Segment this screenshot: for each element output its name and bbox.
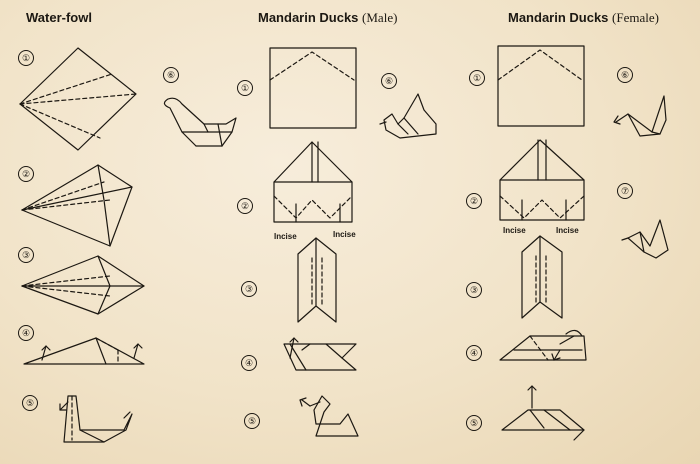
- female-step-2-label: ②: [466, 193, 482, 209]
- waterfowl-step-2-diagram: [22, 165, 132, 246]
- female-incise-label-right: Incise: [556, 226, 579, 235]
- female-step-6-diagram: [614, 96, 666, 136]
- female-step-7-label: ⑦: [617, 183, 633, 199]
- male-step-3-label: ③: [241, 281, 257, 297]
- male-step-1-label: ①: [237, 80, 253, 96]
- waterfowl-step-1-label: ①: [18, 50, 34, 66]
- female-step-4-diagram: [500, 330, 586, 360]
- female-step-2-diagram: [500, 140, 584, 220]
- waterfowl-step-6-label: ⑥: [163, 67, 179, 83]
- waterfowl-step-4-diagram: [24, 338, 144, 364]
- waterfowl-step-2-label: ②: [18, 166, 34, 182]
- male-step-5-diagram: [300, 396, 358, 436]
- male-step-5-label: ⑤: [244, 413, 260, 429]
- waterfowl-title: Water-fowl: [26, 10, 92, 25]
- waterfowl-step-1-diagram: [20, 48, 136, 150]
- male-step-4-diagram: [284, 338, 356, 370]
- waterfowl-step-6-diagram: [164, 98, 236, 146]
- female-step-3-diagram: [522, 236, 562, 318]
- female-step-5-diagram: [502, 386, 584, 440]
- male-step-4-label: ④: [241, 355, 257, 371]
- female-incise-label-left: Incise: [503, 226, 526, 235]
- male-step-6-diagram: [380, 94, 436, 138]
- male-incise-label-left: Incise: [274, 232, 297, 241]
- female-step-6-label: ⑥: [617, 67, 633, 83]
- female-step-1-label: ①: [469, 70, 485, 86]
- female-step-7-diagram: [622, 220, 668, 258]
- male-step-2-diagram: [274, 142, 352, 222]
- waterfowl-step-5-label: ⑤: [22, 395, 38, 411]
- female-step-4-label: ④: [466, 345, 482, 361]
- female-ducks-title: Mandarin Ducks (Female): [508, 10, 659, 25]
- waterfowl-step-3-diagram: [22, 256, 144, 314]
- female-step-3-label: ③: [466, 282, 482, 298]
- male-ducks-title: Mandarin Ducks (Male): [258, 10, 398, 25]
- waterfowl-step-3-label: ③: [18, 247, 34, 263]
- male-step-1-diagram: [270, 48, 356, 128]
- male-step-3-diagram: [298, 238, 336, 322]
- waterfowl-step-5-diagram: [60, 396, 132, 442]
- waterfowl-step-4-label: ④: [18, 325, 34, 341]
- female-step-1-diagram: [498, 46, 584, 126]
- male-step-2-label: ②: [237, 198, 253, 214]
- male-incise-label-right: Incise: [333, 230, 356, 239]
- female-step-5-label: ⑤: [466, 415, 482, 431]
- male-step-6-label: ⑥: [381, 73, 397, 89]
